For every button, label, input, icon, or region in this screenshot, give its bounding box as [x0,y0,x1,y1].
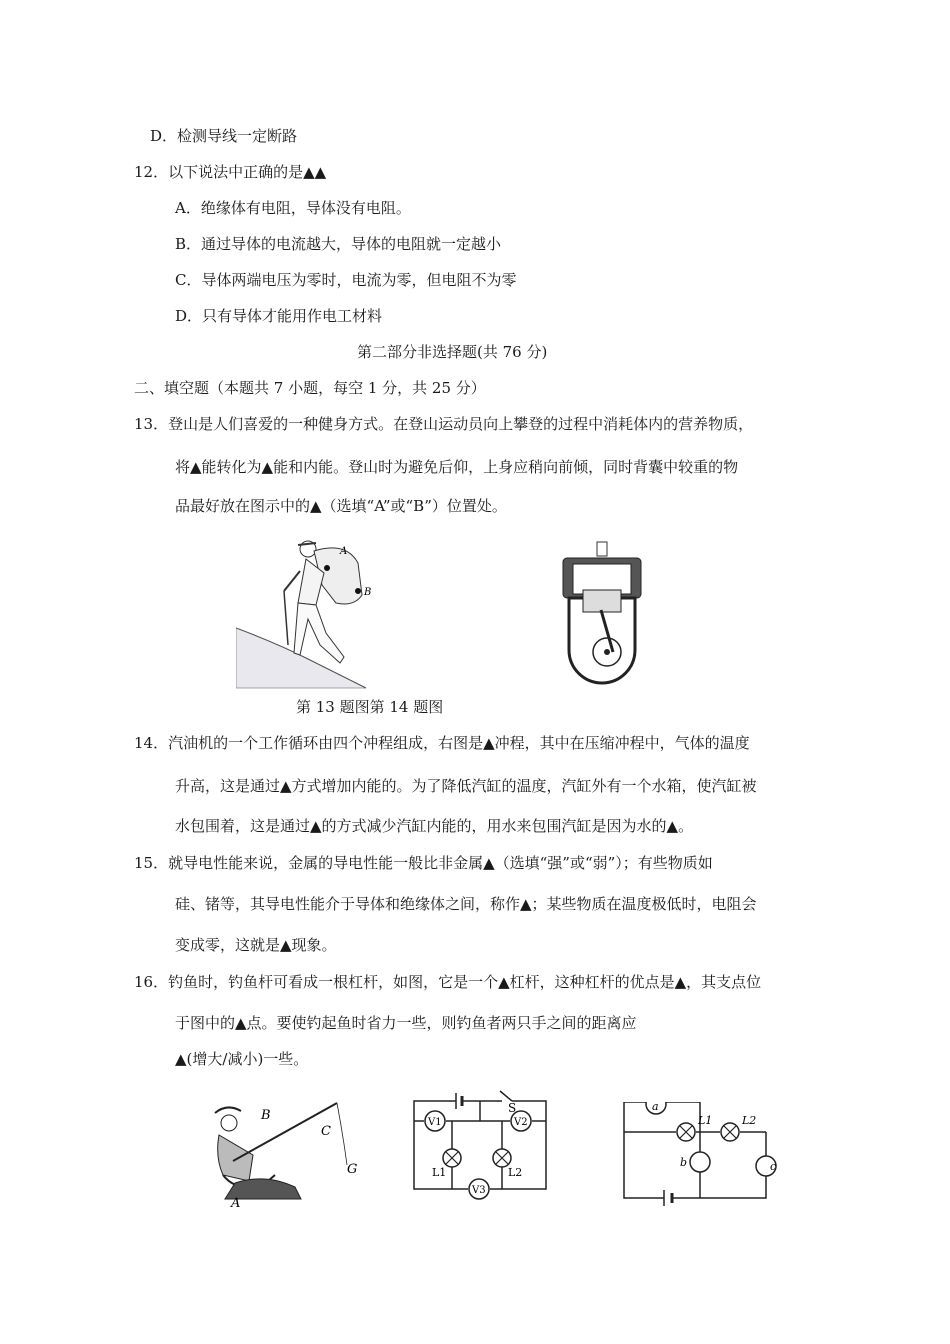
q13-line3: 品最好放在图示中的▲（选填“A”或“B”）位置处。 [175,497,507,515]
fishing-figure [205,1095,365,1210]
q12-option-d: D．只有导体才能用作电工材料 [175,307,383,325]
circuit2-b: b [680,1156,688,1169]
circuit-diagram-1 [408,1085,553,1203]
q14-line3: 水包围着，这是通过▲的方式减少汽缸内能的，用水来包围汽缸是因为水的▲。 [175,817,694,835]
section2-heading: 二、填空题（本题共 7 小题，每空 1 分，共 25 分） [134,379,486,397]
fishing-label-a: A [231,1196,241,1210]
q12-option-c: C．导体两端电压为零时，电流为零，但电阻不为零 [175,271,517,289]
hiker-figure [236,533,376,693]
circuit-diagram-2 [618,1102,778,1210]
circuit1-l1: L1 [432,1166,447,1179]
circuit1-switch-label: S [508,1101,517,1115]
q14-line2: 升高，这是通过▲方式增加内能的。为了降低汽缸的温度，汽缸外有一个水箱，使汽缸被 [175,777,757,795]
circuit1-v3: V3 [472,1185,486,1196]
q15-line1: 15．就导电性能来说，金属的导电性能一般比非金属▲（选填“强”或“弱”）；有些物质如 [134,854,713,872]
q15-line3: 变成零，这就是▲现象。 [175,936,337,954]
fishing-label-c: C [321,1124,331,1139]
circuit1-l2: L2 [508,1166,523,1179]
figure-caption: 第 13 题图第 14 题图 [296,698,444,716]
circuit2-a: a [652,1102,659,1113]
q12-option-b: B．通过导体的电流越大，导体的电阻就一定越小 [175,235,502,253]
q16-line3: ▲(增大/减小)一些。 [175,1050,309,1068]
fishing-label-b: B [261,1108,271,1123]
hiker-label-a: A [340,546,348,557]
q16-line1: 16．钓鱼时，钓鱼杆可看成一根杠杆，如图，它是一个▲杠杆，这种杠杆的优点是▲，其支点位 [134,973,762,991]
part2-title: 第二部分非选择题(共 76 分) [357,343,548,361]
circuit2-l2: L2 [742,1114,757,1127]
hiker-label-b: B [364,587,372,598]
q15-line2: 硅、锗等，其导电性能介于导体和绝缘体之间，称作▲；某些物质在温度极低时，电阻会 [175,895,757,913]
circuit1-v2: V2 [514,1117,528,1128]
circuit1-v1: V1 [428,1117,442,1128]
circuit2-l1: L1 [698,1114,713,1127]
q14-line1: 14．汽油机的一个工作循环由四个冲程组成，右图是▲冲程，其中在压缩冲程中，气体的温度 [134,734,750,752]
circuit2-c: c [770,1160,777,1173]
engine-cylinder-figure [561,540,643,685]
q11-option-d: D．检测导线一定断路 [150,127,298,145]
q12-stem: 12．以下说法中正确的是▲▲ [134,163,327,181]
q13-line2: 将▲能转化为▲能和内能。登山时为避免后仰，上身应稍向前倾，同时背囊中较重的物 [175,458,739,476]
q12-option-a: A．绝缘体有电阻，导体没有电阻。 [175,199,411,217]
q13-line1: 13．登山是人们喜爱的一种健身方式。在登山运动员向上攀登的过程中消耗体内的营养物质， [134,415,754,433]
fishing-label-g: G [347,1162,358,1177]
q16-line2: 于图中的▲点。要使钓起鱼时省力一些，则钓鱼者两只手之间的距离应 [175,1014,637,1032]
